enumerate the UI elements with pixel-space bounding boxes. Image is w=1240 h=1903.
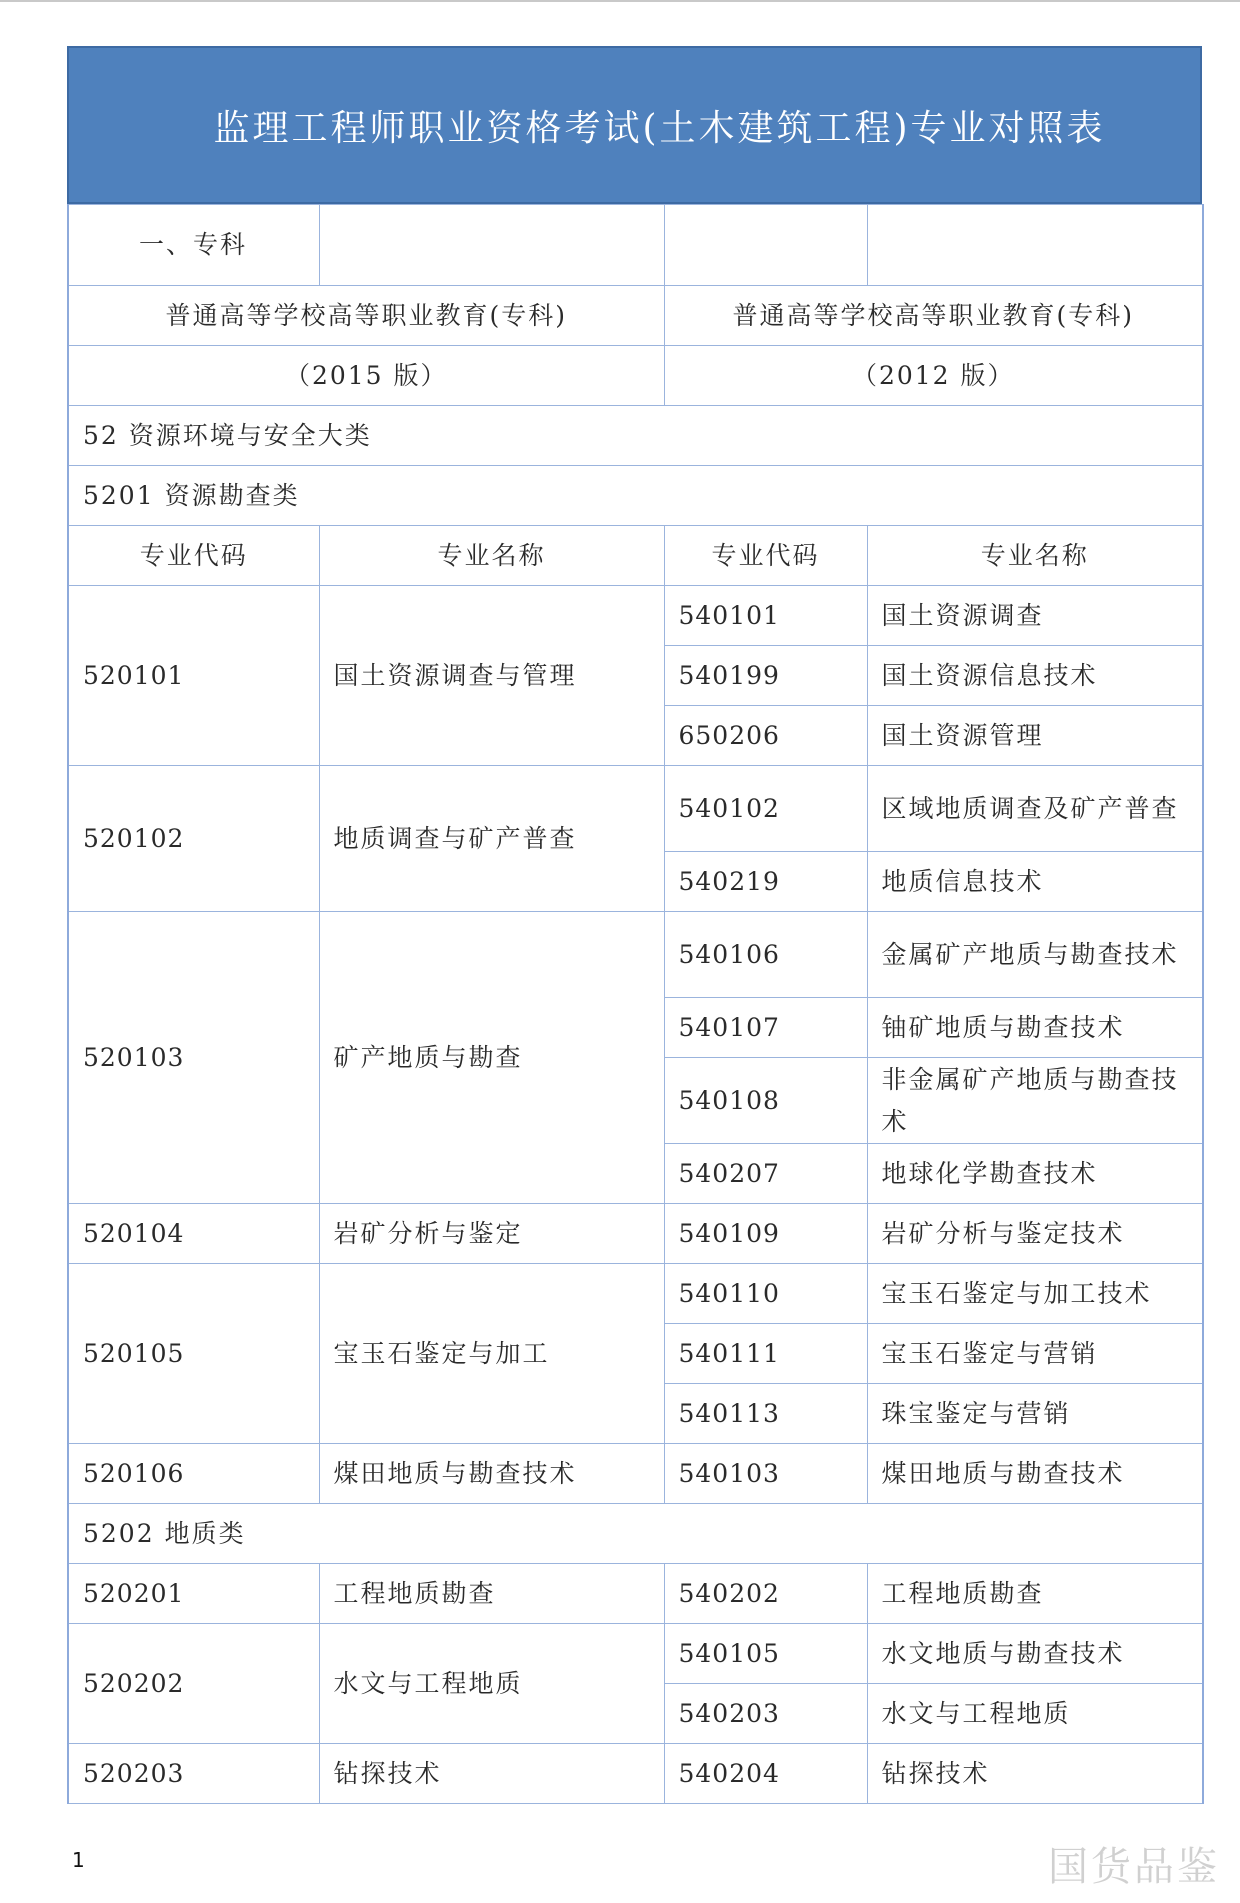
left-edition-version: （2015 版） [68, 346, 664, 406]
code-2015: 520106 [68, 1444, 319, 1504]
right-edition-name: 普通高等学校高等职业教育(专科) [664, 286, 1203, 346]
code-2012: 540103 [664, 1444, 867, 1504]
empty-cell [319, 205, 664, 286]
subcategory-row [68, 466, 1203, 526]
comparison-table [67, 204, 1204, 1804]
header-code-2015: 专业代码 [68, 526, 319, 586]
section-row [68, 205, 1203, 286]
code-2012: 540109 [664, 1204, 867, 1264]
code-2015: 520102 [68, 766, 319, 912]
name-2012: 区域地质调查及矿产普查 [867, 766, 1203, 852]
code-2012: 540202 [664, 1564, 867, 1624]
code-2012: 650206 [664, 706, 867, 766]
category-row [68, 406, 1203, 466]
code-2015: 520101 [68, 586, 319, 766]
table-row [68, 1264, 1203, 1324]
name-2012: 钻探技术 [867, 1744, 1203, 1804]
subcategory-row [68, 1504, 1203, 1564]
name-2012: 珠宝鉴定与营销 [867, 1384, 1203, 1444]
name-2012: 铀矿地质与勘查技术 [867, 998, 1203, 1058]
name-2012: 国土资源调查 [867, 586, 1203, 646]
table-row [68, 1444, 1203, 1504]
table-row [68, 912, 1203, 998]
name-2012: 非金属矿产地质与勘查技术 [867, 1058, 1203, 1144]
code-2015: 520104 [68, 1204, 319, 1264]
code-2015: 520103 [68, 912, 319, 1204]
page-number: 1 [72, 1848, 85, 1872]
code-2015: 520203 [68, 1744, 319, 1804]
header-code-2012: 专业代码 [664, 526, 867, 586]
name-2015: 煤田地质与勘查技术 [319, 1444, 664, 1504]
name-2012: 岩矿分析与鉴定技术 [867, 1204, 1203, 1264]
name-2012: 宝玉石鉴定与加工技术 [867, 1264, 1203, 1324]
code-2012: 540199 [664, 646, 867, 706]
empty-cell [664, 205, 867, 286]
name-2015: 岩矿分析与鉴定 [319, 1204, 664, 1264]
document-title: 监理工程师职业资格考试(土木建筑工程)专业对照表 [213, 107, 1106, 149]
subcategory-1: 5201 资源勘查类 [68, 466, 1203, 526]
code-2015: 520202 [68, 1624, 319, 1744]
section-heading: 一、专科 [68, 205, 319, 286]
document-sheet [67, 46, 1202, 1804]
code-2012: 540108 [664, 1058, 867, 1144]
table-row [68, 1204, 1203, 1264]
name-2012: 国土资源管理 [867, 706, 1203, 766]
name-2012: 水文地质与勘查技术 [867, 1624, 1203, 1684]
header-name-2012: 专业名称 [867, 526, 1203, 586]
table-row [68, 1744, 1203, 1804]
code-2012: 540204 [664, 1744, 867, 1804]
subcategory-2: 5202 地质类 [68, 1504, 1203, 1564]
code-2012: 540219 [664, 852, 867, 912]
empty-cell [867, 205, 1203, 286]
edition-name-row [68, 286, 1203, 346]
code-2012: 540207 [664, 1144, 867, 1204]
code-2012: 540106 [664, 912, 867, 998]
edition-version-row [68, 346, 1203, 406]
code-2015: 520105 [68, 1264, 319, 1444]
code-2012: 540203 [664, 1684, 867, 1744]
name-2012: 工程地质勘查 [867, 1564, 1203, 1624]
title-band [67, 46, 1202, 204]
name-2012: 地球化学勘查技术 [867, 1144, 1203, 1204]
name-2012: 煤田地质与勘查技术 [867, 1444, 1203, 1504]
code-2012: 540102 [664, 766, 867, 852]
name-2015: 钻探技术 [319, 1744, 664, 1804]
name-2012: 地质信息技术 [867, 852, 1203, 912]
watermark-logo: 国货品鉴 [1048, 1844, 1220, 1890]
code-2015: 520201 [68, 1564, 319, 1624]
right-edition-version: （2012 版） [664, 346, 1203, 406]
name-2012: 宝玉石鉴定与营销 [867, 1324, 1203, 1384]
name-2015: 工程地质勘查 [319, 1564, 664, 1624]
name-2015: 国土资源调查与管理 [319, 586, 664, 766]
top-rule [0, 0, 1240, 2]
name-2015: 矿产地质与勘查 [319, 912, 664, 1204]
header-name-2015: 专业名称 [319, 526, 664, 586]
left-edition-name: 普通高等学校高等职业教育(专科) [68, 286, 664, 346]
table-row [68, 766, 1203, 852]
code-2012: 540111 [664, 1324, 867, 1384]
code-2012: 540105 [664, 1624, 867, 1684]
name-2012: 水文与工程地质 [867, 1684, 1203, 1744]
code-2012: 540101 [664, 586, 867, 646]
name-2015: 地质调查与矿产普查 [319, 766, 664, 912]
code-2012: 540113 [664, 1384, 867, 1444]
code-2012: 540110 [664, 1264, 867, 1324]
code-2012: 540107 [664, 998, 867, 1058]
table-row [68, 586, 1203, 646]
name-2015: 水文与工程地质 [319, 1624, 664, 1744]
table-row [68, 1564, 1203, 1624]
table-row [68, 1624, 1203, 1684]
name-2015: 宝玉石鉴定与加工 [319, 1264, 664, 1444]
name-2012: 国土资源信息技术 [867, 646, 1203, 706]
header-row [68, 526, 1203, 586]
name-2012: 金属矿产地质与勘查技术 [867, 912, 1203, 998]
category-major: 52 资源环境与安全大类 [68, 406, 1203, 466]
